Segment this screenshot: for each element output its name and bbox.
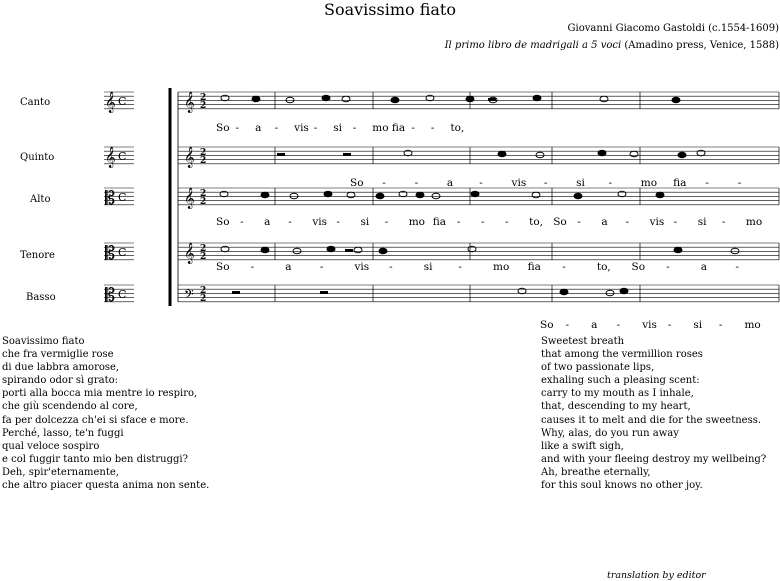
time-signature-top: 2 xyxy=(200,189,207,199)
treble-clef-icon: 𝄞 xyxy=(184,243,195,264)
lyric-syllable: vis xyxy=(354,261,370,273)
incipit-mensuration-sign: C xyxy=(118,191,127,204)
lyric-syllable: - xyxy=(735,261,739,273)
lyric-syllable: - xyxy=(411,122,415,134)
poem-english-line: for this soul knows no other joy. xyxy=(541,480,703,492)
note-head xyxy=(678,152,686,158)
poem-italian-line: e col fuggir tanto mio ben distruggi? xyxy=(2,453,188,465)
lyric-syllable: So xyxy=(216,122,230,134)
poem-english-line: causes it to melt and die for the sweetness. xyxy=(541,414,762,426)
rest-mark xyxy=(488,98,496,101)
note-head xyxy=(376,193,384,199)
poem-english-line: carry to my mouth as I inhale, xyxy=(541,388,694,400)
lyric-syllable: - xyxy=(384,216,389,228)
time-signature-bottom: 2 xyxy=(200,252,207,262)
poem-italian-line: che giù scendendo al core, xyxy=(2,401,138,413)
note-head xyxy=(252,96,260,102)
time-signature-top: 2 xyxy=(200,93,207,103)
translator-credit: translation by editor xyxy=(607,570,706,581)
piece-title: Soavissimo fiato xyxy=(324,0,456,19)
voice-name-quinto: Quinto xyxy=(20,152,55,163)
source-title: Il primo libro de madrigali a 5 voci xyxy=(444,40,622,51)
lyric-syllable: - xyxy=(414,177,419,189)
poem-italian-line: porti alla bocca mia mentre io respiro, xyxy=(2,388,198,400)
voice-name-tenore: Tenore xyxy=(20,250,55,261)
note-head xyxy=(600,96,608,102)
lyric-syllable: - xyxy=(705,177,709,189)
lyric-syllable: - xyxy=(577,216,581,228)
lyric-syllable: fia xyxy=(391,122,406,134)
note-head xyxy=(620,288,628,294)
lyric-syllable: fia xyxy=(673,177,687,189)
lyric-syllable: mo xyxy=(408,216,425,228)
note-head xyxy=(630,151,638,157)
poem-italian-line: Deh, spir'eternamente, xyxy=(2,466,119,478)
lyric-syllable: mo xyxy=(745,216,763,228)
lyric-syllable: - xyxy=(480,216,485,228)
rest-mark xyxy=(320,291,328,294)
voice-name-canto: Canto xyxy=(20,97,51,108)
poem-english-line: Why, alas, do you run away xyxy=(541,427,679,439)
lyric-syllable: - xyxy=(608,177,613,189)
lyric-syllable: to, xyxy=(450,122,465,134)
note-head xyxy=(574,193,582,199)
lyric-syllable: mo xyxy=(744,319,761,331)
poem-english-line: Sweetest breath xyxy=(541,336,625,347)
incipit-clef-icon: 𝄞 xyxy=(105,147,116,168)
lyric-syllable: to, xyxy=(529,216,544,228)
poem-italian-line: fa per dolcezza ch'ei si sface e more. xyxy=(2,414,189,426)
note-head xyxy=(606,290,614,296)
treble-clef-icon: 𝄞 xyxy=(184,92,195,113)
note-head xyxy=(286,97,294,103)
lyric-syllable: - xyxy=(543,177,548,189)
note-head xyxy=(731,248,739,254)
rest-mark xyxy=(345,249,353,252)
poem-english-line: of two passionate lips, xyxy=(541,362,655,374)
poem-english-line: exhaling such a pleasing scent: xyxy=(541,375,700,387)
note-head xyxy=(674,247,682,253)
lyric-syllable: si xyxy=(576,177,585,189)
lyric-syllable: So xyxy=(631,261,646,273)
poem-italian-line: che altro piacer questa anima non sente. xyxy=(2,480,210,492)
note-head xyxy=(672,97,680,103)
poem-italian-line: Perché, lasso, te'n fuggi xyxy=(2,427,124,439)
composer-credit: Giovanni Giacomo Gastoldi (c.1554-1609) xyxy=(567,23,779,34)
note-head xyxy=(533,95,541,101)
voice-name-alto: Alto xyxy=(30,194,51,205)
lyric-syllable: a xyxy=(285,261,292,273)
incipit-clef-icon: 𝄞 xyxy=(105,92,116,113)
poem-english-line: that, descending to my heart, xyxy=(541,401,691,413)
note-head xyxy=(536,152,544,158)
lyric-syllable: - xyxy=(479,177,483,189)
source-publisher: (Amadino press, Venice, 1588) xyxy=(624,40,779,51)
time-signature-top: 2 xyxy=(200,148,207,158)
lyric-syllable: So xyxy=(216,261,230,273)
lyric-syllable: a xyxy=(601,216,608,228)
lyric-syllable: si xyxy=(360,216,370,228)
note-head xyxy=(354,247,362,253)
incipit-mensuration-sign: C xyxy=(118,150,127,163)
lyric-syllable: - xyxy=(625,216,630,228)
lyric-syllable: mo xyxy=(640,177,658,189)
poem-english-line: Ah, breathe eternally, xyxy=(541,466,651,478)
lyric-syllable: vis xyxy=(642,319,657,331)
lyric-syllable: mo xyxy=(372,122,389,134)
lyric-syllable: a xyxy=(255,122,262,134)
note-head xyxy=(261,192,269,198)
lyric-syllable: - xyxy=(313,122,318,134)
poem-italian-line: che fra vermiglie rose xyxy=(2,349,114,361)
incipit-clef-icon: 𝄡 xyxy=(105,285,116,306)
poem-italian xyxy=(2,335,209,492)
lyric-syllable: - xyxy=(250,261,255,273)
lyric-syllable: - xyxy=(389,261,393,273)
note-head xyxy=(498,151,506,157)
poem-italian-line: Soavissimo fiato xyxy=(2,336,85,347)
poem-italian-line: spirando odor sì grato: xyxy=(2,375,118,387)
note-head xyxy=(560,289,568,295)
lyric-syllable: a xyxy=(264,216,271,228)
lyric-syllable: - xyxy=(616,319,621,331)
lyric-syllable: - xyxy=(352,122,357,134)
lyric-syllable: vis xyxy=(649,216,665,228)
incipit-clef-icon: 𝄡 xyxy=(105,243,116,264)
treble-clef-icon: 𝄞 xyxy=(184,147,195,168)
lyric-syllable: si xyxy=(693,319,703,331)
rest-mark xyxy=(232,291,240,294)
rest-mark xyxy=(343,153,351,156)
note-head xyxy=(598,150,606,156)
note-head xyxy=(416,192,424,198)
poem-english xyxy=(541,335,766,492)
lyric-syllable: So xyxy=(540,319,554,331)
lyric-syllable: fia xyxy=(527,261,541,273)
lyric-syllable: vis xyxy=(294,122,309,134)
note-head xyxy=(379,248,387,254)
incipit-mensuration-sign: C xyxy=(118,95,127,108)
note-head xyxy=(342,96,350,102)
time-signature-bottom: 2 xyxy=(200,294,207,304)
lyric-syllable: - xyxy=(430,122,435,134)
note-head xyxy=(532,192,540,198)
lyric-syllable: - xyxy=(673,216,678,228)
note-head xyxy=(327,246,335,252)
note-head xyxy=(471,191,479,197)
poem-english-line: that among the vermillion roses xyxy=(541,349,703,361)
lyric-syllable: So xyxy=(350,177,364,189)
lyric-syllable: - xyxy=(274,122,279,134)
poem-italian-line: qual veloce sospiro xyxy=(2,440,100,452)
lyric-syllable: - xyxy=(562,261,566,273)
lyric-syllable: - xyxy=(718,319,723,331)
lyric-syllable: - xyxy=(667,319,672,331)
lyric-syllable: - xyxy=(288,216,292,228)
incipit-mensuration-sign: C xyxy=(118,246,127,259)
lyric-syllable: a xyxy=(591,319,598,331)
time-signature-bottom: 2 xyxy=(200,156,207,166)
note-head xyxy=(347,192,355,198)
lyric-syllable: So xyxy=(553,216,567,228)
note-head xyxy=(324,191,332,197)
note-head xyxy=(290,193,298,199)
lyric-syllable: - xyxy=(565,319,570,331)
time-signature-top: 2 xyxy=(200,244,207,254)
voice-name-basso: Basso xyxy=(26,292,56,303)
poem-english-line: like a swift sigh, xyxy=(541,440,624,452)
incipit-mensuration-sign: C xyxy=(118,288,127,301)
lyric-syllable: a xyxy=(700,261,708,273)
bass-clef-icon: 𝄢 xyxy=(184,287,194,305)
poem-english-line: and with your fleeing destroy my wellbeing? xyxy=(541,453,767,465)
lyric-syllable: mo xyxy=(493,261,510,273)
time-signature-bottom: 2 xyxy=(200,197,207,207)
lyric-syllable: - xyxy=(382,177,386,189)
lyric-syllable: - xyxy=(336,216,340,228)
lyric-syllable: So xyxy=(216,216,230,228)
note-head xyxy=(322,95,330,101)
lyric-syllable: - xyxy=(505,216,509,228)
lyric-syllable: to, xyxy=(596,261,611,273)
lyric-syllable: fia xyxy=(432,216,447,228)
note-head xyxy=(293,248,301,254)
lyric-syllable: - xyxy=(666,261,670,273)
note-head xyxy=(261,247,269,253)
lyric-syllable: - xyxy=(240,216,244,228)
incipit-clef-icon: 𝄡 xyxy=(105,188,116,209)
note-head xyxy=(432,193,440,199)
rest-mark xyxy=(277,153,285,156)
lyric-syllable: - xyxy=(235,122,240,134)
lyric-syllable: si xyxy=(423,261,433,273)
time-signature-bottom: 2 xyxy=(200,101,207,111)
lyric-syllable: si xyxy=(697,216,707,228)
treble-clef-icon: 𝄞 xyxy=(184,188,195,209)
note-head xyxy=(656,192,664,198)
lyric-syllable: vis xyxy=(511,177,527,189)
lyric-syllable: si xyxy=(333,122,342,134)
note-head xyxy=(466,96,474,102)
poem-italian-line: di due labbra amorose, xyxy=(2,362,120,374)
lyric-syllable: a xyxy=(446,177,454,189)
lyric-syllable: - xyxy=(458,261,462,273)
lyric-syllable: - xyxy=(319,261,324,273)
time-signature-top: 2 xyxy=(200,286,207,296)
lyric-syllable: - xyxy=(456,216,461,228)
lyric-syllable: - xyxy=(721,216,726,228)
note-head xyxy=(391,97,399,103)
lyric-syllable: - xyxy=(737,177,742,189)
lyric-syllable: vis xyxy=(312,216,328,228)
